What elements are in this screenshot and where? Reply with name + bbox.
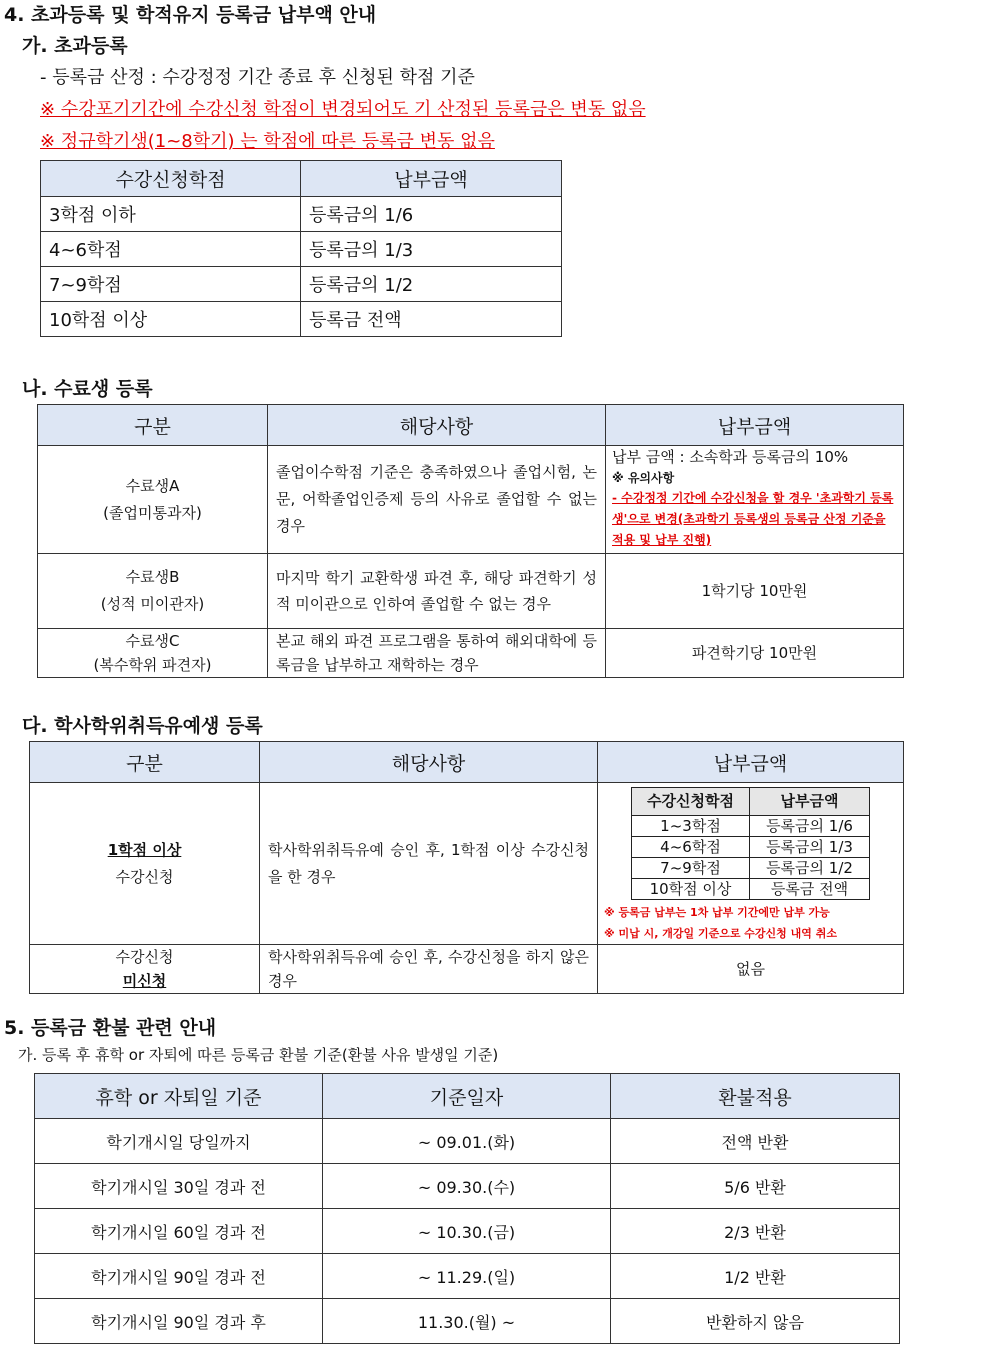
table-row bbox=[41, 232, 562, 267]
table-cell: 학기개시일 90일 경과 후 bbox=[35, 1299, 323, 1344]
section4a-note1: ※ 수강포기기간에 수강신청 학점이 변경되어도 기 산정된 등록금은 변동 없음 bbox=[40, 99, 646, 120]
row-name: 수료생B bbox=[125, 568, 180, 586]
table-cell: 전액 반환 bbox=[611, 1119, 900, 1164]
payment-note-1: ※ 등록금 납부는 1차 납부 기간에만 납부 가능 bbox=[604, 906, 830, 919]
table-cell: 등록금의 1/6 bbox=[301, 197, 562, 232]
table-header: 수강신청학점 bbox=[632, 788, 750, 816]
table-header: 해당사항 bbox=[260, 742, 598, 783]
table-cell: 등록금의 1/6 bbox=[750, 816, 870, 837]
section4a-title: 가. 초과등록 bbox=[22, 35, 128, 57]
table-cell: ~ 10.30.(금) bbox=[323, 1209, 611, 1254]
table-header: 구분 bbox=[38, 405, 268, 446]
table-cell: 학기개시일 30일 경과 전 bbox=[35, 1164, 323, 1209]
table-cell: 7~9학점 bbox=[41, 267, 301, 302]
table-cell: 2/3 반환 bbox=[611, 1209, 900, 1254]
table-cell: 3학점 이하 bbox=[41, 197, 301, 232]
row-name: 수료생C bbox=[125, 632, 180, 650]
table-row bbox=[632, 858, 870, 879]
table-row bbox=[41, 197, 562, 232]
row-name: 수강신청 bbox=[115, 867, 174, 886]
row-name: 수강신청 bbox=[115, 948, 174, 966]
refund-table bbox=[34, 1073, 900, 1344]
table-row bbox=[35, 1164, 900, 1209]
table-row bbox=[38, 446, 904, 554]
table-header: 환불적용 bbox=[611, 1074, 900, 1119]
table-cell: 1/2 반환 bbox=[611, 1254, 900, 1299]
row-desc: 졸업이수학점 기준은 충족하였으나 졸업시험, 논문, 어학졸업인증제 등의 사유로 졸업할 수 없는 경우 bbox=[268, 446, 606, 554]
table-row bbox=[632, 816, 870, 837]
table-cell: 1~3학점 bbox=[632, 816, 750, 837]
table-cell: 11.30.(월) ~ bbox=[323, 1299, 611, 1344]
table-header: 구분 bbox=[30, 742, 260, 783]
table-header: 납부금액 bbox=[606, 405, 904, 446]
section4-title: 4. 초과등록 및 학적유지 등록금 납부액 안내 bbox=[4, 4, 377, 26]
section5-title: 5. 등록금 환불 관련 안내 bbox=[4, 1017, 217, 1039]
deferred-graduation-table bbox=[29, 741, 904, 994]
row-desc: 학사학위취득유예 승인 후, 수강신청을 하지 않은 경우 bbox=[260, 945, 598, 994]
table-cell: ~ 09.01.(화) bbox=[323, 1119, 611, 1164]
table-row bbox=[632, 879, 870, 900]
row-name-bold: 1학점 이상 bbox=[107, 840, 182, 859]
table-cell: 등록금의 1/2 bbox=[750, 858, 870, 879]
table-header: 휴학 or 자퇴일 기준 bbox=[35, 1074, 323, 1119]
table-row bbox=[30, 783, 904, 945]
table-row bbox=[35, 1119, 900, 1164]
table-header: 납부금액 bbox=[598, 742, 904, 783]
table-row bbox=[30, 945, 904, 994]
row-desc: 마지막 학기 교환학생 파견 후, 해당 파견학기 성적 미이관으로 인하여 졸업할 수 없는 경우 bbox=[268, 554, 606, 629]
row-amount: 파견학기당 10만원 bbox=[606, 629, 904, 678]
table-cell: 등록금 전액 bbox=[301, 302, 562, 337]
table-row bbox=[632, 837, 870, 858]
table-cell: 등록금의 1/2 bbox=[301, 267, 562, 302]
table-row bbox=[35, 1209, 900, 1254]
table-row bbox=[38, 554, 904, 629]
section4a-line1: - 등록금 산정 : 수강정정 기간 종료 후 신청된 학점 기준 bbox=[40, 67, 475, 88]
section4c-title: 다. 학사학위취득유예생 등록 bbox=[22, 715, 263, 737]
table-cell: 학기개시일 90일 경과 전 bbox=[35, 1254, 323, 1299]
note-text: - 수강정정 기간에 수강신청을 할 경우 '초과학기 등록생'으로 변경(초과학기 등록생의 등록금 산정 기준을 적용 및 납부 진행) bbox=[612, 491, 894, 547]
table-cell: 10학점 이상 bbox=[41, 302, 301, 337]
excess-registration-table bbox=[40, 160, 562, 337]
row-sub: (복수학위 파견자) bbox=[93, 656, 212, 674]
section4b-title: 나. 수료생 등록 bbox=[22, 378, 153, 400]
section5-subtitle: 가. 등록 후 휴학 or 자퇴에 따른 등록금 환불 기준(환불 사유 발생일 기준) bbox=[18, 1046, 499, 1064]
note-title: ※ 유의사항 bbox=[612, 471, 675, 485]
table-cell: 등록금의 1/3 bbox=[750, 837, 870, 858]
row-desc: 학사학위취득유예 승인 후, 1학점 이상 수강신청을 한 경우 bbox=[260, 783, 598, 945]
table-row bbox=[35, 1254, 900, 1299]
table-cell: 반환하지 않음 bbox=[611, 1299, 900, 1344]
table-cell: 학기개시일 60일 경과 전 bbox=[35, 1209, 323, 1254]
table-cell: ~ 09.30.(수) bbox=[323, 1164, 611, 1209]
row-amount: 없음 bbox=[598, 945, 904, 994]
table-cell: 5/6 반환 bbox=[611, 1164, 900, 1209]
row-amount: 1학기당 10만원 bbox=[606, 554, 904, 629]
table-cell: 등록금 전액 bbox=[750, 879, 870, 900]
row-sub: (성적 미이관자) bbox=[100, 595, 205, 613]
table-cell: ~ 11.29.(일) bbox=[323, 1254, 611, 1299]
table-header: 수강신청학점 bbox=[41, 161, 301, 197]
table-header: 해당사항 bbox=[268, 405, 606, 446]
row-name: 수료생A bbox=[125, 476, 180, 495]
table-row bbox=[41, 267, 562, 302]
table-cell: 학기개시일 당일까지 bbox=[35, 1119, 323, 1164]
table-cell: 10학점 이상 bbox=[632, 879, 750, 900]
row-desc: 본교 해외 파견 프로그램을 통하여 해외대학에 등록금을 납부하고 재학하는 경우 bbox=[268, 629, 606, 678]
table-row bbox=[38, 629, 904, 678]
row-amount: 납부 금액 : 소속학과 등록금의 10% bbox=[612, 448, 849, 466]
inner-credit-table bbox=[631, 787, 870, 900]
table-row bbox=[41, 302, 562, 337]
table-cell: 7~9학점 bbox=[632, 858, 750, 879]
section4a-note2: ※ 정규학기생(1~8학기) 는 학점에 따른 등록금 변동 없음 bbox=[40, 131, 495, 152]
table-cell: 등록금의 1/3 bbox=[301, 232, 562, 267]
row-sub: (졸업미통과자) bbox=[103, 503, 202, 522]
table-cell: 4~6학점 bbox=[41, 232, 301, 267]
table-header: 기준일자 bbox=[323, 1074, 611, 1119]
completion-student-table bbox=[37, 404, 904, 678]
table-cell: 4~6학점 bbox=[632, 837, 750, 858]
row-name-bold: 미신청 bbox=[122, 972, 167, 990]
table-header: 납부금액 bbox=[750, 788, 870, 816]
table-row bbox=[35, 1299, 900, 1344]
payment-note-2: ※ 미납 시, 개강일 기준으로 수강신청 내역 취소 bbox=[604, 927, 837, 940]
table-header: 납부금액 bbox=[301, 161, 562, 197]
